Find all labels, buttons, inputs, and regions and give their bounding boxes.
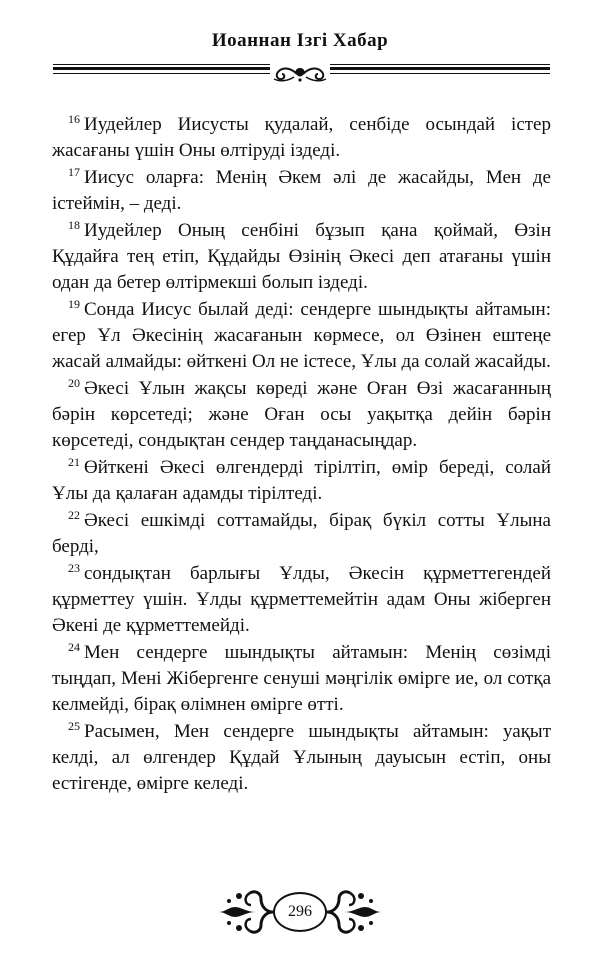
verse-number: 17 [68,165,80,179]
verse-17 [52,165,551,217]
verse-number: 19 [68,297,80,311]
verse-text: Әкесі Ұлын жақсы көреді және Оған Өзі жасағанның бәрін көрсетеді; және Оған осы уақытқа дейін бәрін көрсетеді, сондықтан сендер таңданасыңдар. [52,378,551,451]
verse-number: 16 [68,112,80,126]
verse-23 [52,561,551,639]
verse-number: 22 [68,508,80,522]
verse-number: 18 [68,218,80,232]
verse-text: Мен сендерге шындықты айтамын: Менің сөзімді тыңдап, Мені Жібергенге сенуші мәңгілік өмірге ие, ол сотқа келмейді, бірақ өлімнен өмірге өтті. [52,642,551,715]
verse-25 [52,719,551,797]
verse-number: 21 [68,455,80,469]
verse-text: Иудейлер Оның сенбіні бұзып қана қоймай, Өзін Құдайға тең етіп, Құдайды Өзінің Әкесі деп атағаны үшін одан да бетер өлтірмекші болып іздеді. [52,220,551,293]
verse-text: Иудейлер Иисусты қудалай, сенбіде осындай істер жасағаны үшін Оны өлтіруді іздеді. [52,114,551,161]
verse-24 [52,640,551,718]
verse-21 [52,455,551,507]
verse-16 [52,112,551,164]
verse-22 [52,508,551,560]
verse-text: Сонда Иисус былай деді: сендерге шындықты айтамын: егер Ұл Әкесінің жасағанын көрмесе, ол Өзінен ештеңе жасай алмайды: өйткені Ол не істесе, Ұлы да солай жасайды. [52,299,551,372]
verse-number: 20 [68,376,80,390]
verse-number: 25 [68,719,80,733]
verse-text: сондықтан барлығы Ұлды, Әкесін құрметтегендей құрметтеу үшін. Ұлды құрметтемейтін адам Оны жіберген Әкені де құрметтемейді. [52,563,551,636]
verse-20 [52,376,551,454]
verse-number: 24 [68,640,80,654]
verse-text: Әкесі ешкімді соттамайды, бірақ бүкіл сотты Ұлына берді, [52,510,551,557]
footer-ornament-right-icon [327,887,385,937]
verse-text: Иисус оларға: Менің Әкем әлі де жасайды, Мен де істеймін, – деді. [52,167,551,214]
verse-text: Өйткені Әкесі өлгендерді тірілтіп, өмір береді, солай Ұлы да қалаған адамды тірілтеді. [52,457,551,504]
verse-number: 23 [68,561,80,575]
verse-19 [52,297,551,375]
scripture-body [52,112,551,798]
verse-18 [52,218,551,296]
footer-ornament-left-icon [215,887,273,937]
header-ornament-icon [270,63,330,85]
verse-text: Расымен, Мен сендерге шындықты айтамын: уақыт келді, ал өлгендер Құдай Ұлының дауысын естіп, оны естігенде, өмірге келеді. [52,721,551,794]
page-number: 296 [273,892,327,932]
running-title: Иоаннан Ізгі Хабар [211,30,389,51]
